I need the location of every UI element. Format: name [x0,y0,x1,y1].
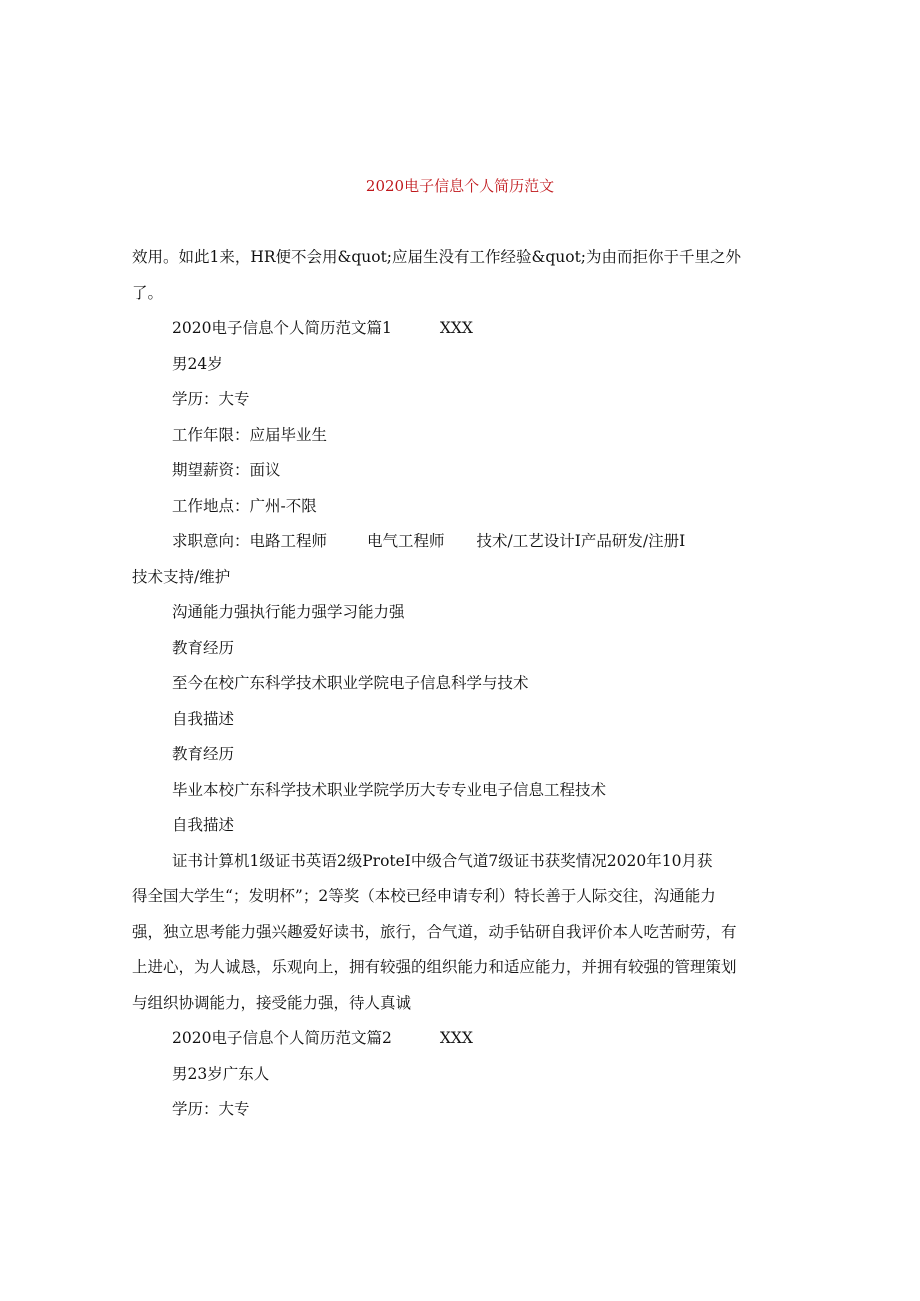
intro-line-2: 了。 [132,283,164,302]
resume1-work-years: 工作年限：应届毕业生 [172,425,328,444]
job-intent-1: 求职意向：电路工程师 [172,532,328,550]
resume1-job-intent-cont: 技术支持/维护 [132,567,231,586]
document-body [132,240,792,1128]
resume1-job-intent-row [132,524,792,560]
resume1-heading-row [132,311,792,347]
resume2-name: XXX [439,1029,473,1047]
resume1-edu-heading-2: 教育经历 [172,745,235,763]
resume1-description-line-1: 证书计算机1级证书英语2级ProteI中级合气道7级证书获奖情况2020年10月获 [172,851,713,870]
resume2-education: 学历：大专 [172,1100,250,1118]
resume1-description-line-4: 上进心，为人诚恳，乐观向上，拥有较强的组织能力和适应能力，并拥有较强的管理策划 [132,958,737,976]
resume1-salary: 期望薪资：面议 [172,461,281,479]
intro-line-1: 效用。如此1来，HR便不会用&quot;应届生没有工作经验&quot;为由而拒你于千里之外 [132,248,742,266]
resume1-education: 学历：大专 [172,390,250,408]
resume1-description-line-3: 强，独立思考能力强兴趣爱好读书，旅行，合气道，动手钻研自我评价本人吃苦耐劳，有 [132,922,737,941]
resume2-heading: 2020电子信息个人简历范文篇2 [172,1029,392,1047]
resume1-self-heading-2: 自我描述 [172,816,235,834]
resume1-self-heading-1: 自我描述 [172,709,235,728]
resume1-name: XXX [439,319,473,337]
resume1-edu-line-1: 至今在校广东科学技术职业学院电子信息科学与技术 [172,674,529,692]
resume1-skills: 沟通能力强执行能力强学习能力强 [172,603,405,621]
resume1-gender-age: 男24岁 [172,354,223,373]
job-intent-3: 技术/工艺设计Ⅰ产品研发/注册Ⅰ [476,532,686,550]
job-intent-2: 电气工程师 [367,532,445,550]
resume1-description-line-2: 得全国大学生“；发明杯”；2等奖（本校已经申请专利）特长善于人际交往，沟通能力 [132,887,716,905]
resume1-heading: 2020电子信息个人简历范文篇1 [172,319,392,337]
resume1-edu-line-2: 毕业本校广东科学技术职业学院学历大专专业电子信息工程技术 [172,780,607,799]
document-title: 2020电子信息个人简历范文 [365,177,555,195]
resume2-gender-age-origin: 男23岁广东人 [172,1064,270,1083]
resume1-description-line-5: 与组织协调能力，接受能力强，待人真诚 [132,993,412,1012]
resume2-heading-row [132,1021,792,1057]
resume1-edu-heading-1: 教育经历 [172,638,235,657]
resume1-location: 工作地点：广州-不限 [172,496,317,515]
